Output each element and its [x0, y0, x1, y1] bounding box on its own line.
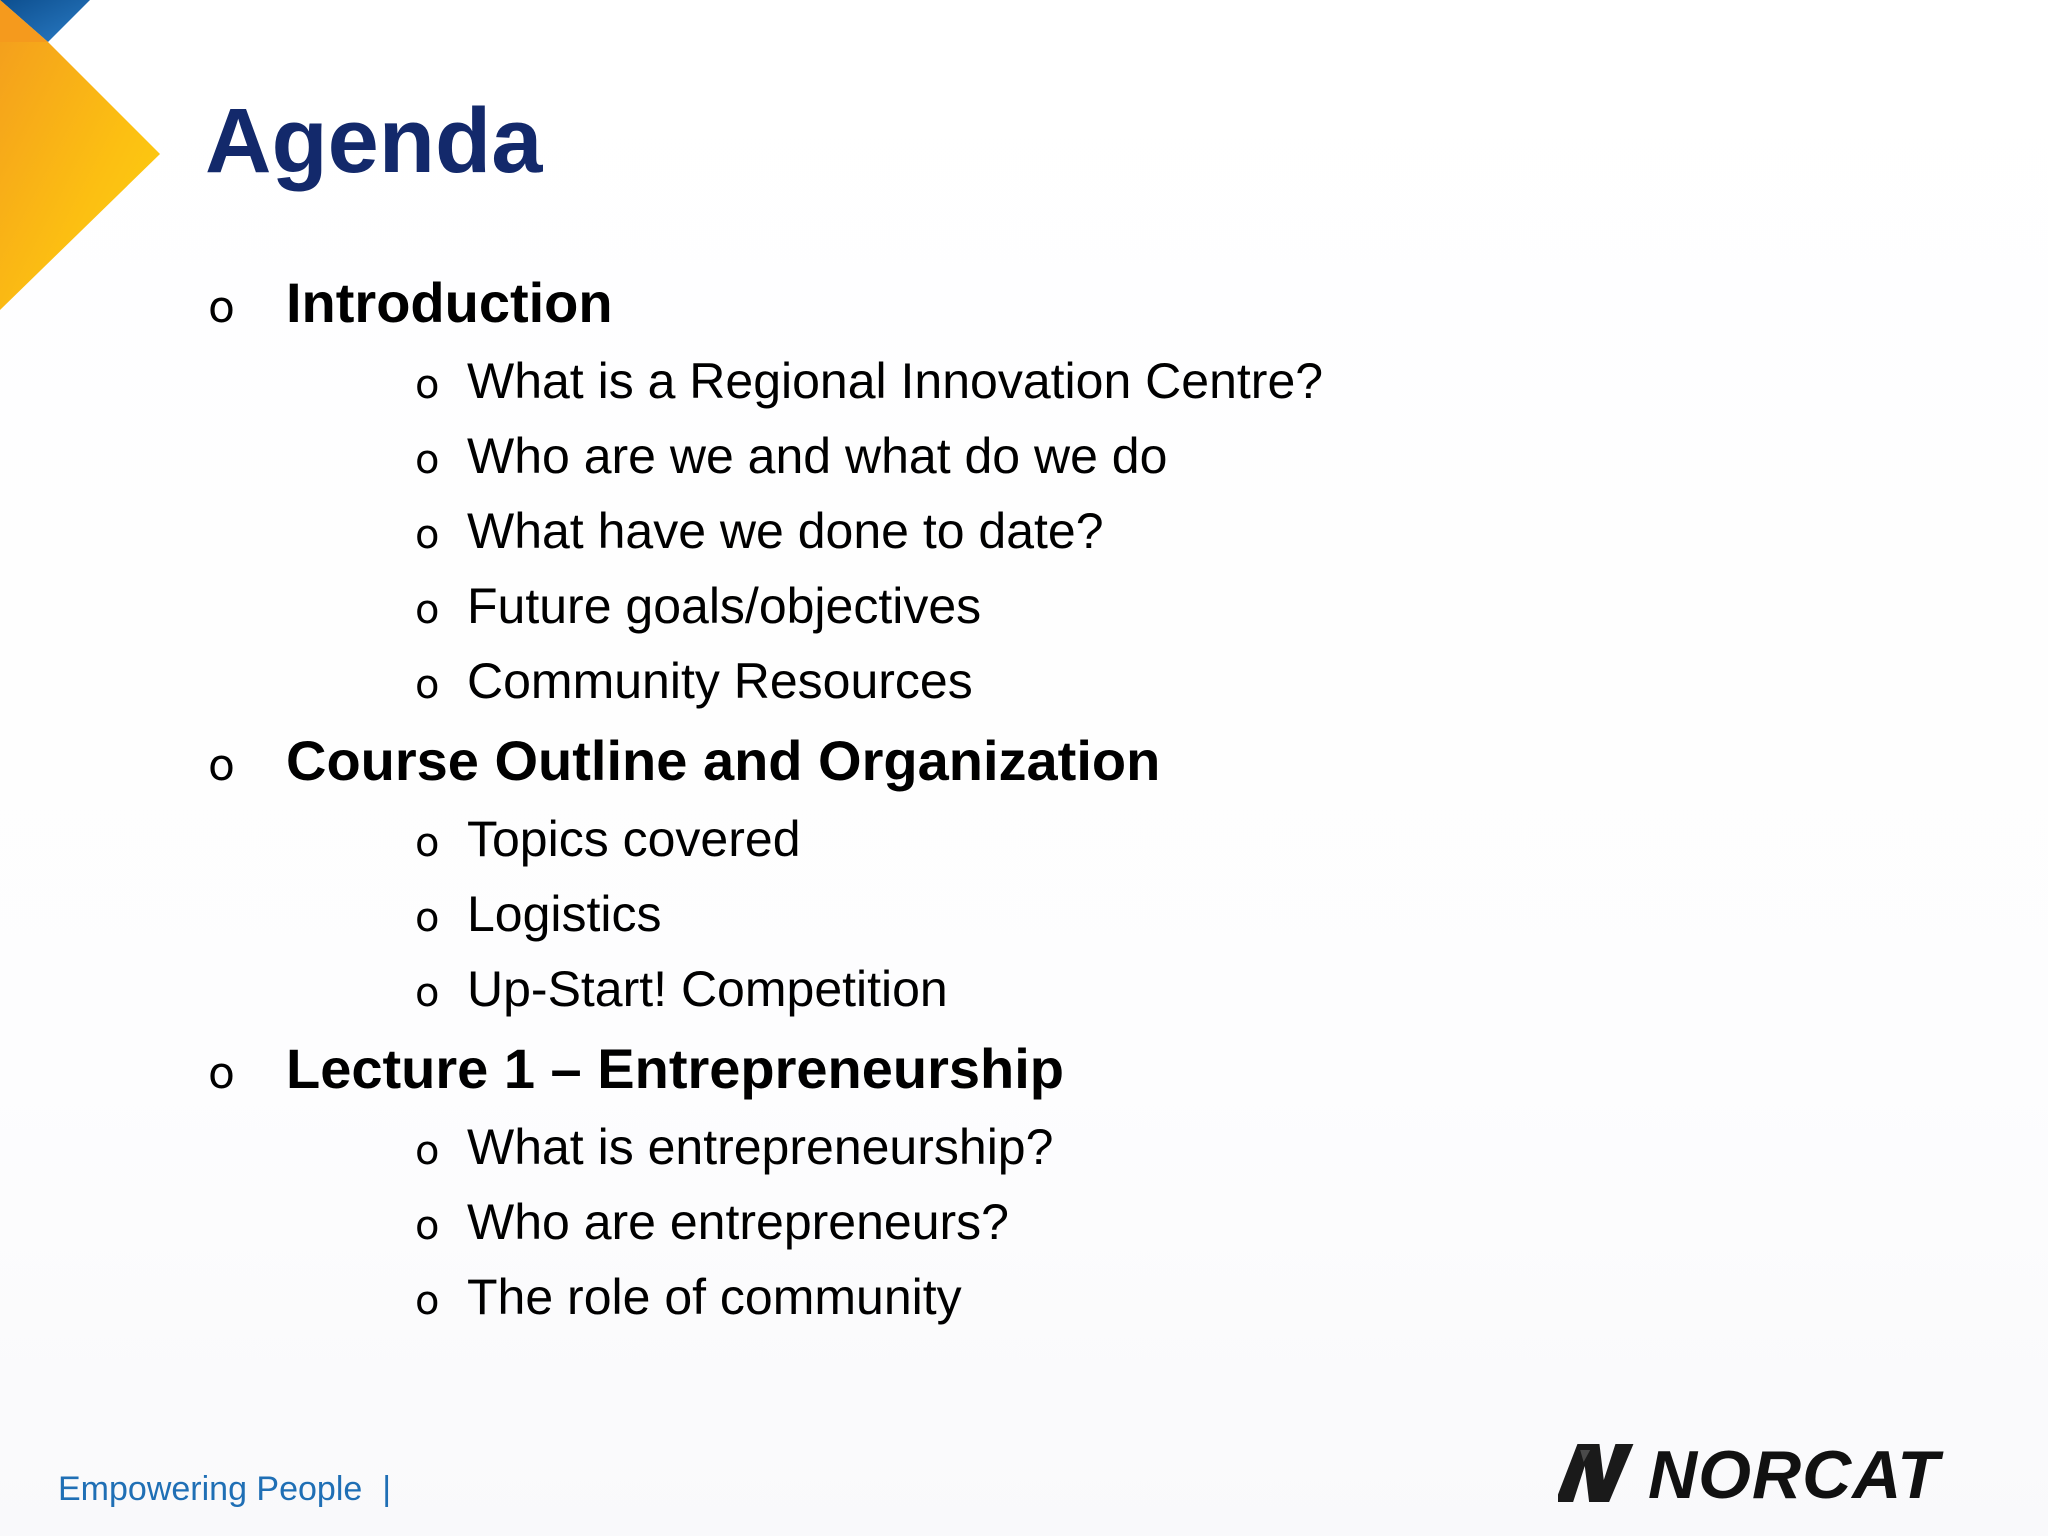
section-heading: Introduction — [286, 271, 613, 334]
agenda-item-label: Community Resources — [467, 653, 973, 709]
bullet-icon: o — [415, 970, 440, 1016]
agenda-item-label: Future goals/objectives — [467, 578, 982, 634]
agenda-item — [415, 960, 948, 1018]
bullet-icon: o — [208, 1048, 235, 1099]
section-heading: Course Outline and Organization — [286, 729, 1161, 792]
agenda-section-introduction — [208, 270, 613, 335]
footer-tagline — [58, 1470, 391, 1509]
bullet-icon: o — [208, 282, 235, 333]
footer-tagline-text: Empowering People — [58, 1470, 363, 1508]
agenda-item — [415, 810, 801, 868]
bullet-icon: o — [415, 587, 440, 633]
agenda-item — [415, 502, 1104, 560]
agenda-item-label: What is entrepreneurship? — [467, 1119, 1054, 1175]
section-heading: Lecture 1 – Entrepreneurship — [286, 1037, 1065, 1100]
bullet-icon: o — [415, 437, 440, 483]
agenda-item — [415, 352, 1323, 410]
agenda-item-label: What have we done to date? — [467, 503, 1104, 559]
agenda-item — [415, 885, 662, 943]
agenda-item-label: The role of community — [467, 1269, 962, 1325]
agenda-item-label: Up-Start! Competition — [467, 961, 948, 1017]
bullet-icon: o — [415, 1278, 440, 1324]
bullet-icon: o — [415, 895, 440, 941]
agenda-item-label: What is a Regional Innovation Centre? — [467, 353, 1324, 409]
norcat-logo — [1558, 1432, 1978, 1512]
agenda-item-label: Who are we and what do we do — [467, 428, 1168, 484]
bullet-icon: o — [415, 1128, 440, 1174]
logo-text: NORCAT — [1648, 1437, 1940, 1512]
agenda-item — [415, 652, 973, 710]
bullet-icon: o — [415, 512, 440, 558]
agenda-item — [415, 1118, 1053, 1176]
agenda-item-label: Who are entrepreneurs? — [467, 1194, 1009, 1250]
bullet-icon: o — [415, 662, 440, 708]
bullet-icon: o — [208, 740, 235, 791]
agenda-item — [415, 427, 1167, 485]
agenda-section-lecture-1 — [208, 1036, 1064, 1101]
slide-title: Agenda — [205, 90, 543, 192]
bullet-icon: o — [415, 1203, 440, 1249]
agenda-section-course-outline — [208, 728, 1160, 793]
norcat-logo-mark-icon — [1558, 1432, 1978, 1512]
agenda-item — [415, 1193, 1009, 1251]
agenda-item — [415, 577, 981, 635]
agenda-item — [415, 1268, 962, 1326]
bullet-icon: o — [415, 362, 440, 408]
agenda-item-label: Logistics — [467, 886, 662, 942]
agenda-item-label: Topics covered — [467, 811, 801, 867]
bullet-icon: o — [415, 820, 440, 866]
footer-separator: | — [382, 1470, 392, 1508]
